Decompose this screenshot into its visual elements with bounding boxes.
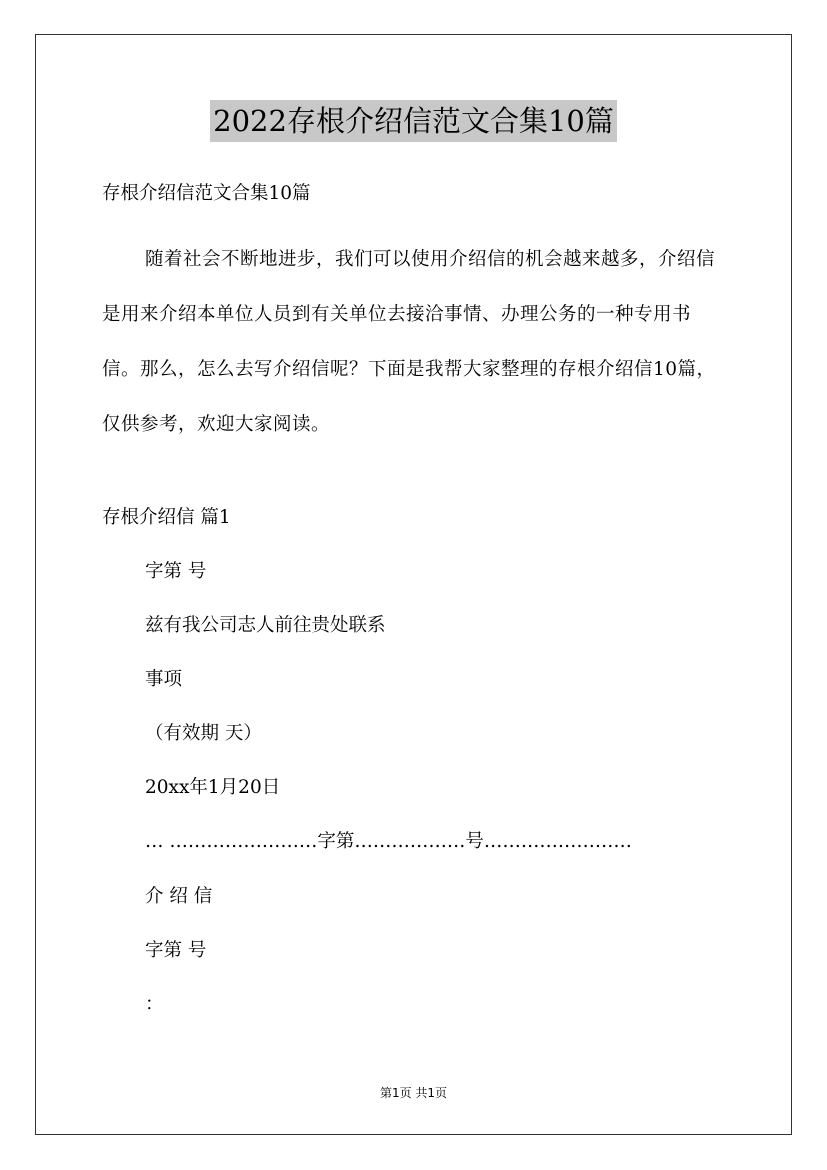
section-heading: 存根介绍信 篇1 — [102, 507, 231, 528]
letter-line-heading: 介 绍 信 — [145, 886, 213, 907]
letter-line-matter: 事项 — [145, 669, 183, 690]
document-title: 2022存根介绍信范文合集10篇 — [210, 100, 617, 142]
page-footer: 第1页 共1页 — [379, 1086, 448, 1100]
letter-line-intro: 兹有我公司志人前往贵处联系 — [145, 615, 386, 636]
letter-line-perforation: … ……………………字第………………号…………………… — [145, 831, 632, 852]
intro-paragraph: 随着社会不断地进步，我们可以使用介绍信的机会越来越多，介绍信是用来介绍本单位人员到有关单位去接洽事情、办理公务的一种专用书信。那么，怎么去写介绍信呢？下面是我帮大家整理的存根介绍信10篇，仅供参考，欢迎大家阅读。 — [102, 249, 716, 435]
document-title-wrap — [0, 100, 827, 142]
letter-line-salutation: ： — [145, 994, 164, 1015]
letter-line-date: 20xx年1月20日 — [145, 777, 281, 798]
document-subtitle: 存根介绍信范文合集10篇 — [102, 183, 311, 204]
letter-line-validity: （有效期 天） — [145, 723, 262, 744]
letter-line-ref-number: 字第 号 — [145, 561, 207, 582]
letter-line-ref-number-2: 字第 号 — [145, 940, 207, 961]
